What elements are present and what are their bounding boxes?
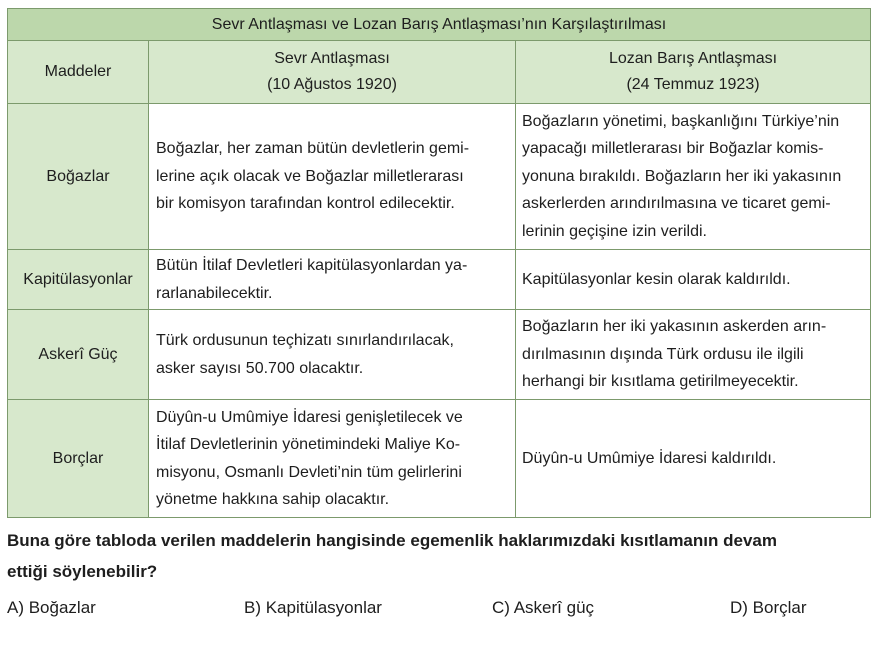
table-row [8, 310, 871, 400]
lozan-kapitulasyonlar [516, 250, 871, 310]
header-maddeler: Maddeler [8, 41, 149, 104]
question-line: ettiği söylenebilir? [7, 562, 158, 581]
sevr-askeri-guc [149, 310, 516, 400]
text-line: lerinin geçişine izin verildi. [522, 222, 707, 240]
text-line: Türk ordusunun teçhizatı sınırlandırılacak, [156, 332, 454, 349]
comparison-table [7, 8, 871, 518]
text-line: lerine açık olacak ve Boğazlar milletlerarası [156, 167, 464, 185]
text-line: Boğazların yönetimi, başkanlığını Türkiye’nin [522, 112, 840, 130]
header-lozan [516, 41, 871, 104]
text-line: yonuna bırakıldı. Boğazların her iki yakasının [522, 167, 842, 185]
text-line: Düyûn-u Umûmiye İdaresi kaldırıldı. [522, 449, 777, 467]
option-a[interactable]: A) Boğazlar [7, 598, 96, 617]
sevr-kapitulasyonlar [149, 250, 516, 310]
header-sevr-date: (10 Ağustos 1920) [267, 76, 397, 93]
text-line: Düyûn-u Umûmiye İdaresi genişletilecek ve [156, 408, 463, 426]
table-row [8, 400, 871, 518]
question-text [7, 525, 871, 587]
sevr-bogazlar [149, 104, 516, 250]
text-line: Boğazlar, her zaman bütün devletlerin gemi- [156, 140, 470, 158]
text-line: Bütün İtilaf Devletleri kapitülasyonlardan ya- [156, 257, 468, 274]
header-lozan-name: Lozan Barış Antlaşması [608, 50, 778, 67]
lozan-bogazlar [516, 104, 871, 250]
text-line: yapacağı milletlerarası bir Boğazlar komis- [522, 140, 824, 158]
sevr-borclar [149, 400, 516, 518]
text-line: İtilaf Devletlerinin yönetimindeki Maliye Ko- [156, 436, 461, 453]
table-title: Sevr Antlaşması ve Lozan Barış Antlaşması’nın Karşılaştırılması [8, 9, 871, 41]
lozan-borclar [516, 400, 871, 518]
text-line: bir komisyon tarafından kontrol edilecektir. [156, 195, 455, 213]
header-sevr [149, 41, 516, 104]
header-sevr-name: Sevr Antlaşması [274, 50, 390, 67]
text-line: asker sayısı 50.700 olacaktır. [156, 359, 364, 377]
table-row [8, 250, 871, 310]
row-label-kapitulasyonlar: Kapitülasyonlar [8, 250, 149, 310]
row-label-borclar: Borçlar [8, 400, 149, 518]
table-row [8, 104, 871, 250]
row-label-askeri-guc: Askerî Güç [8, 310, 149, 400]
answer-options [7, 598, 871, 628]
text-line: Boğazların her iki yakasının askerden arın- [522, 318, 827, 336]
text-line: dırılmasının dışında Türk ordusu ile ilgili [522, 345, 804, 363]
text-line: askerlerden arındırılmasına ve ticaret gemi- [522, 195, 831, 213]
header-lozan-date: (24 Temmuz 1923) [626, 76, 760, 93]
question-line: Buna göre tabloda verilen maddelerin hangisinde egemenlik haklarımızdaki kısıtlamanın devam [7, 531, 777, 550]
option-d[interactable]: D) Borçlar [730, 598, 807, 617]
text-line: misyonu, Osmanlı Devleti’nin tüm gelirlerini [156, 463, 462, 481]
option-b[interactable]: B) Kapitülasyonlar [244, 598, 382, 617]
text-line: yönetme hakkına sahip olacaktır. [156, 491, 390, 508]
option-c[interactable]: C) Askerî güç [492, 598, 595, 617]
row-label-bogazlar: Boğazlar [8, 104, 149, 250]
text-line: rarlanabilecektir. [156, 284, 273, 302]
lozan-askeri-guc [516, 310, 871, 400]
text-line: Kapitülasyonlar kesin olarak kaldırıldı. [522, 270, 791, 288]
text-line: herhangi bir kısıtlama getirilmeyecektir. [522, 373, 799, 391]
